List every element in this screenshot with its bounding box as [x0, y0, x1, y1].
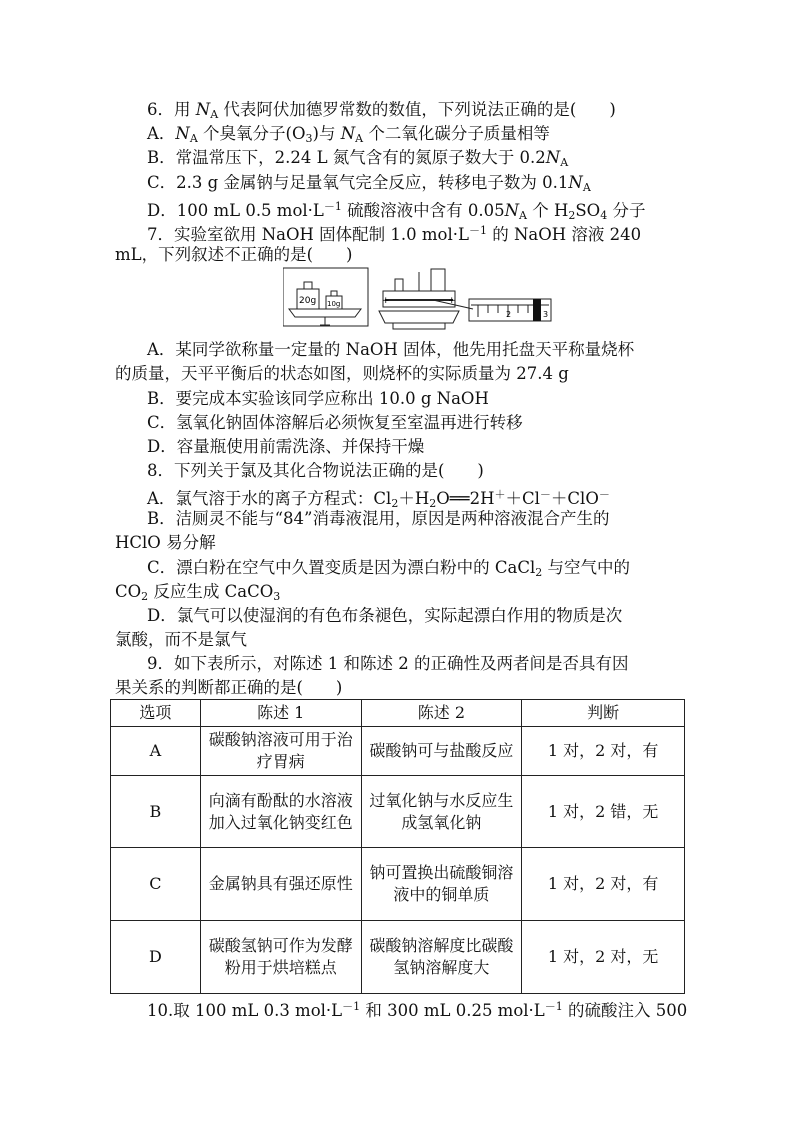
- q9-stem-line2: 果关系的判断都正确的是( ): [115, 678, 343, 697]
- table-cell: 碳酸钠溶解度比碳酸氢钠溶解度大: [361, 921, 522, 994]
- q7-option-d: D．容量瓶使用前需洗涤、并保持干燥: [147, 437, 425, 456]
- q6-stem: 6．用 $N_A$ 代表阿伏加德罗常数的数值，下列说法正确的是( ): [147, 100, 616, 121]
- q6-option-a: A．$N_A$ 个臭氧分子$(O_3)$与 $N_A$ 个二氧化碳分子质量相等: [147, 124, 550, 145]
- q6-option-b: B．常温常压下，2.24 L 氮气含有的氮原子数大于 $0.2N_A$: [147, 148, 569, 169]
- q8-stem: 8．下列关于氯及其化合物说法正确的是( ): [147, 461, 484, 480]
- table-cell: 1 对，2 对，无: [522, 921, 685, 994]
- q9-stem-line1: 9．如下表所示，对陈述 1 和陈述 2 的正确性及两者间是否具有因: [147, 654, 629, 673]
- balance: [379, 269, 473, 329]
- table-cell: 金属钠具有强还原性: [200, 848, 361, 921]
- rider-marker: [533, 299, 541, 321]
- scale-label-3: 3: [543, 310, 549, 319]
- table-cell: 向滴有酚酞的水溶液加入过氧化钠变红色: [200, 776, 361, 848]
- q8-option-c-line1: C．漂白粉在空气中久置变质是因为漂白粉中的 CaCl$_2$ 与空气中的: [147, 558, 630, 579]
- rider-scale: [469, 299, 551, 321]
- q7-stem-line1: 7．实验室欲用 NaOH 固体配制 1.0 $mol\cdot L^{-1}$ 的 NaOH 溶液 240: [147, 224, 642, 244]
- q7-option-c: C．氢氧化钠固体溶解后必须恢复至室温再进行转移: [147, 413, 523, 432]
- balance-figure: [283, 267, 553, 333]
- table-cell: C: [111, 848, 201, 921]
- q8-option-d-line2: 氯酸，而不是氯气: [115, 630, 247, 649]
- table-cell: 钠可置换出硫酸铜溶液中的铜单质: [361, 848, 522, 921]
- table-row: [111, 921, 685, 994]
- table-header: 选项: [111, 700, 201, 727]
- table-header-row: [111, 700, 685, 727]
- table-row: [111, 727, 685, 776]
- table-cell: B: [111, 776, 201, 848]
- q8-option-c-line2: $CO_2$ 反应生成 CaCO$_3$: [115, 582, 281, 603]
- table-header: 判断: [522, 700, 685, 727]
- q7-option-b: B．要完成本实验该同学应称出 10.0 g NaOH: [147, 389, 489, 408]
- q8-option-b-line2: HClO 易分解: [115, 533, 216, 552]
- q6-option-d: D．100 mL 0.5 $mol\cdot L^{-1}$ 硫酸溶液中含有 $0.05N_A$ 个 $H_2SO_4$ 分子: [147, 200, 646, 222]
- table-cell: 1 对，2 对，有: [522, 727, 685, 776]
- weights-on-pan: [283, 268, 368, 326]
- q7-stem-line2: mL，下列叙述不正确的是( ): [115, 245, 353, 264]
- q10-stem: 10.取 100 mL 0.3 $mol\cdot L^{-1}$ 和 300 mL 0.25 $mol\cdot L^{-1}$ 的硫酸注入 500: [147, 1000, 688, 1020]
- table-cell: D: [111, 921, 201, 994]
- table-cell: 1 对，2 对，有: [522, 848, 685, 921]
- weight-10g-label: 10g: [327, 300, 341, 308]
- table-cell: A: [111, 727, 201, 776]
- table-cell: 碳酸钠可与盐酸反应: [361, 727, 522, 776]
- table-cell: 过氧化钠与水反应生成氢氧化钠: [361, 776, 522, 848]
- scale-label-2: 2: [506, 310, 512, 319]
- q8-option-a: A．氯气溶于水的离子方程式：$Cl_2+H_2O══2H^++Cl^-+ClO^-$: [147, 488, 610, 510]
- q6-option-c: C．2.3 g 金属钠与足量氧气完全反应，转移电子数为 $0.1N_A$: [147, 173, 591, 194]
- table-row: [111, 848, 685, 921]
- table-cell: 1 对，2 错，无: [522, 776, 685, 848]
- table-cell: 碳酸钠溶液可用于治疗胃病: [200, 727, 361, 776]
- q7-option-a-line1: A．某同学欲称量一定量的 NaOH 固体，他先用托盘天平称量烧杯: [147, 340, 635, 359]
- q8-option-d-line1: D．氯气可以使湿润的有色布条褪色，实际起漂白作用的物质是次: [147, 606, 623, 625]
- q8-option-b-line1: B．洁厕灵不能与“84”消毒液混用，原因是两种溶液混合产生的: [147, 509, 610, 528]
- weight-20g-label: 20g: [299, 296, 317, 306]
- table-row: [111, 776, 685, 848]
- balance-plus-right: +: [448, 296, 456, 306]
- table-cell: 碳酸氢钠可作为发酵粉用于烘培糕点: [200, 921, 361, 994]
- table-header: 陈述 2: [361, 700, 522, 727]
- q7-option-a-line2: 的质量，天平平衡后的状态如图，则烧杯的实际质量为 27.4 g: [115, 364, 569, 383]
- table-header: 陈述 1: [200, 700, 361, 727]
- q9-table: [110, 699, 685, 994]
- balance-plus-left: +: [382, 296, 390, 306]
